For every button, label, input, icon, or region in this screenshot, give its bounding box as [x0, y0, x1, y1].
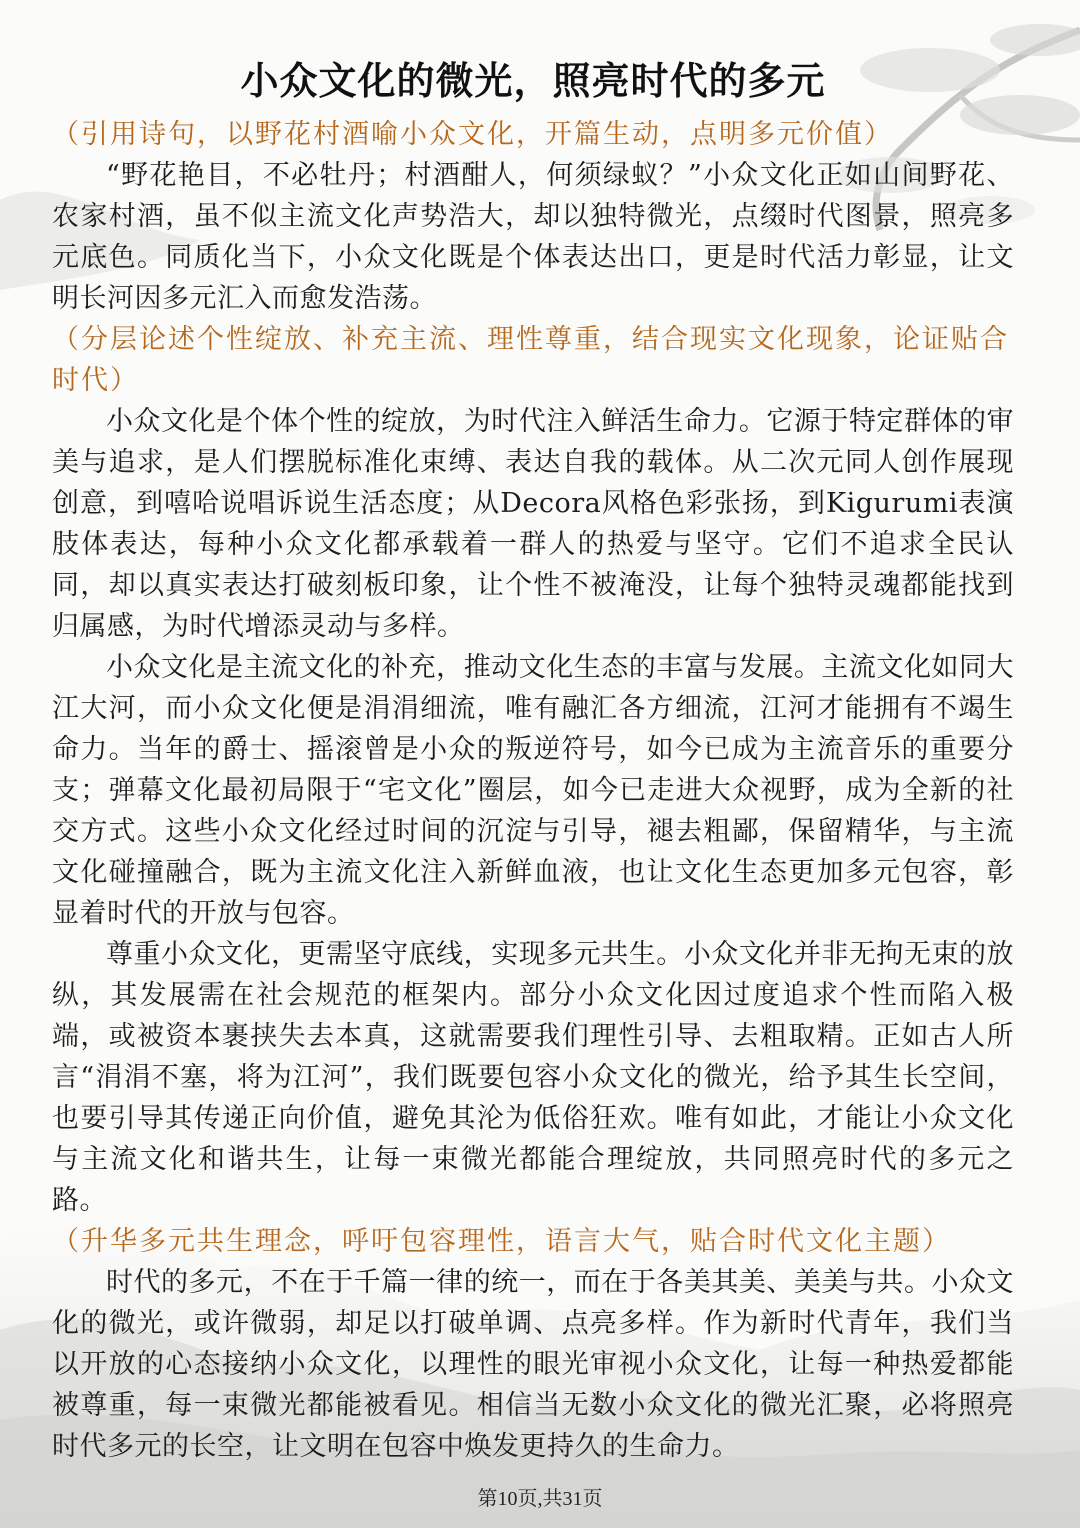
annotation-note: （升华多元共生理念，呼吁包容理性，语言大气，贴合时代文化主题） [52, 1226, 951, 1257]
body-paragraph: 小众文化是个体个性的绽放，为时代注入鲜活生命力。它源于特定群体的审美与追求，是人们摆脱标准化束缚、表达自我的载体。从二次元同人创作展现创意，到嘻哈说唱诉说生活态度；从Decora风格色彩张扬，到Kigurumi表演肢体表达，每种小众文化都承载着一群人的热爱与坚守。它们不追求全民认同，却以真实表达打破刻板印象，让个性不被淹没，让每个独特灵魂都能找到归属感，为时代增添灵动与多样。 [52, 406, 1014, 642]
annotation-note: （引用诗句，以野花村酒喻小众文化，开篇生动，点明多元价值） [52, 119, 893, 150]
page-title: 小众文化的微光，照亮时代的多元 [240, 58, 826, 103]
page-number-footer: 第10页,共31页 [477, 1488, 603, 1510]
body-paragraph: 尊重小众文化，更需坚守底线，实现多元共生。小众文化并非无拘无束的放纵，其发展需在社会规范的框架内。部分小众文化因过度追求个性而陷入极端，或被资本裹挟失去本真，这就需要我们理性引导、去粗取精。正如古人所言“涓涓不塞，将为江河”，我们既要包容小众文化的微光，给予其生长空间，也要引导其传递正向价值，避免其沦为低俗狂欢。唯有如此，才能让小众文化与主流文化和谐共生，让每一束微光都能合理绽放，共同照亮时代的多元之路。 [52, 939, 1014, 1216]
body-paragraph: “野花艳目，不必牡丹；村酒酣人，何须绿蚁？”小众文化正如山间野花、农家村酒，虽不似主流文化声势浩大，却以独特微光，点缀时代图景，照亮多元底色。同质化当下，小众文化既是个体表达出口，更是时代活力彰显，让文明长河因多元汇入而愈发浩荡。 [52, 160, 1014, 314]
document-page [52, 50, 1014, 1467]
body-paragraph: 小众文化是主流文化的补充，推动文化生态的丰富与发展。主流文化如同大江大河，而小众文化便是涓涓细流，唯有融汇各方细流，江河才能拥有不竭生命力。当年的爵士、摇滚曾是小众的叛逆符号，如今已成为主流音乐的重要分支；弹幕文化最初局限于“宅文化”圈层，如今已走进大众视野，成为全新的社交方式。这些小众文化经过时间的沉淀与引导，褪去粗鄙，保留精华，与主流文化碰撞融合，既为主流文化注入新鲜血液，也让文化生态更加多元包容，彰显着时代的开放与包容。 [52, 652, 1014, 929]
annotation-note: （分层论述个性绽放、补充主流、理性尊重，结合现实文化现象，论证贴合时代） [52, 324, 1009, 396]
body-paragraph: 时代的多元，不在于千篇一律的统一，而在于各美其美、美美与共。小众文化的微光，或许微弱，却足以打破单调、点亮多样。作为新时代青年，我们当以开放的心态接纳小众文化，以理性的眼光审视小众文化，让每一种热爱都能被尊重，每一束微光都能被看见。相信当无数小众文化的微光汇聚，必将照亮时代多元的长空，让文明在包容中焕发更持久的生命力。 [52, 1267, 1014, 1462]
